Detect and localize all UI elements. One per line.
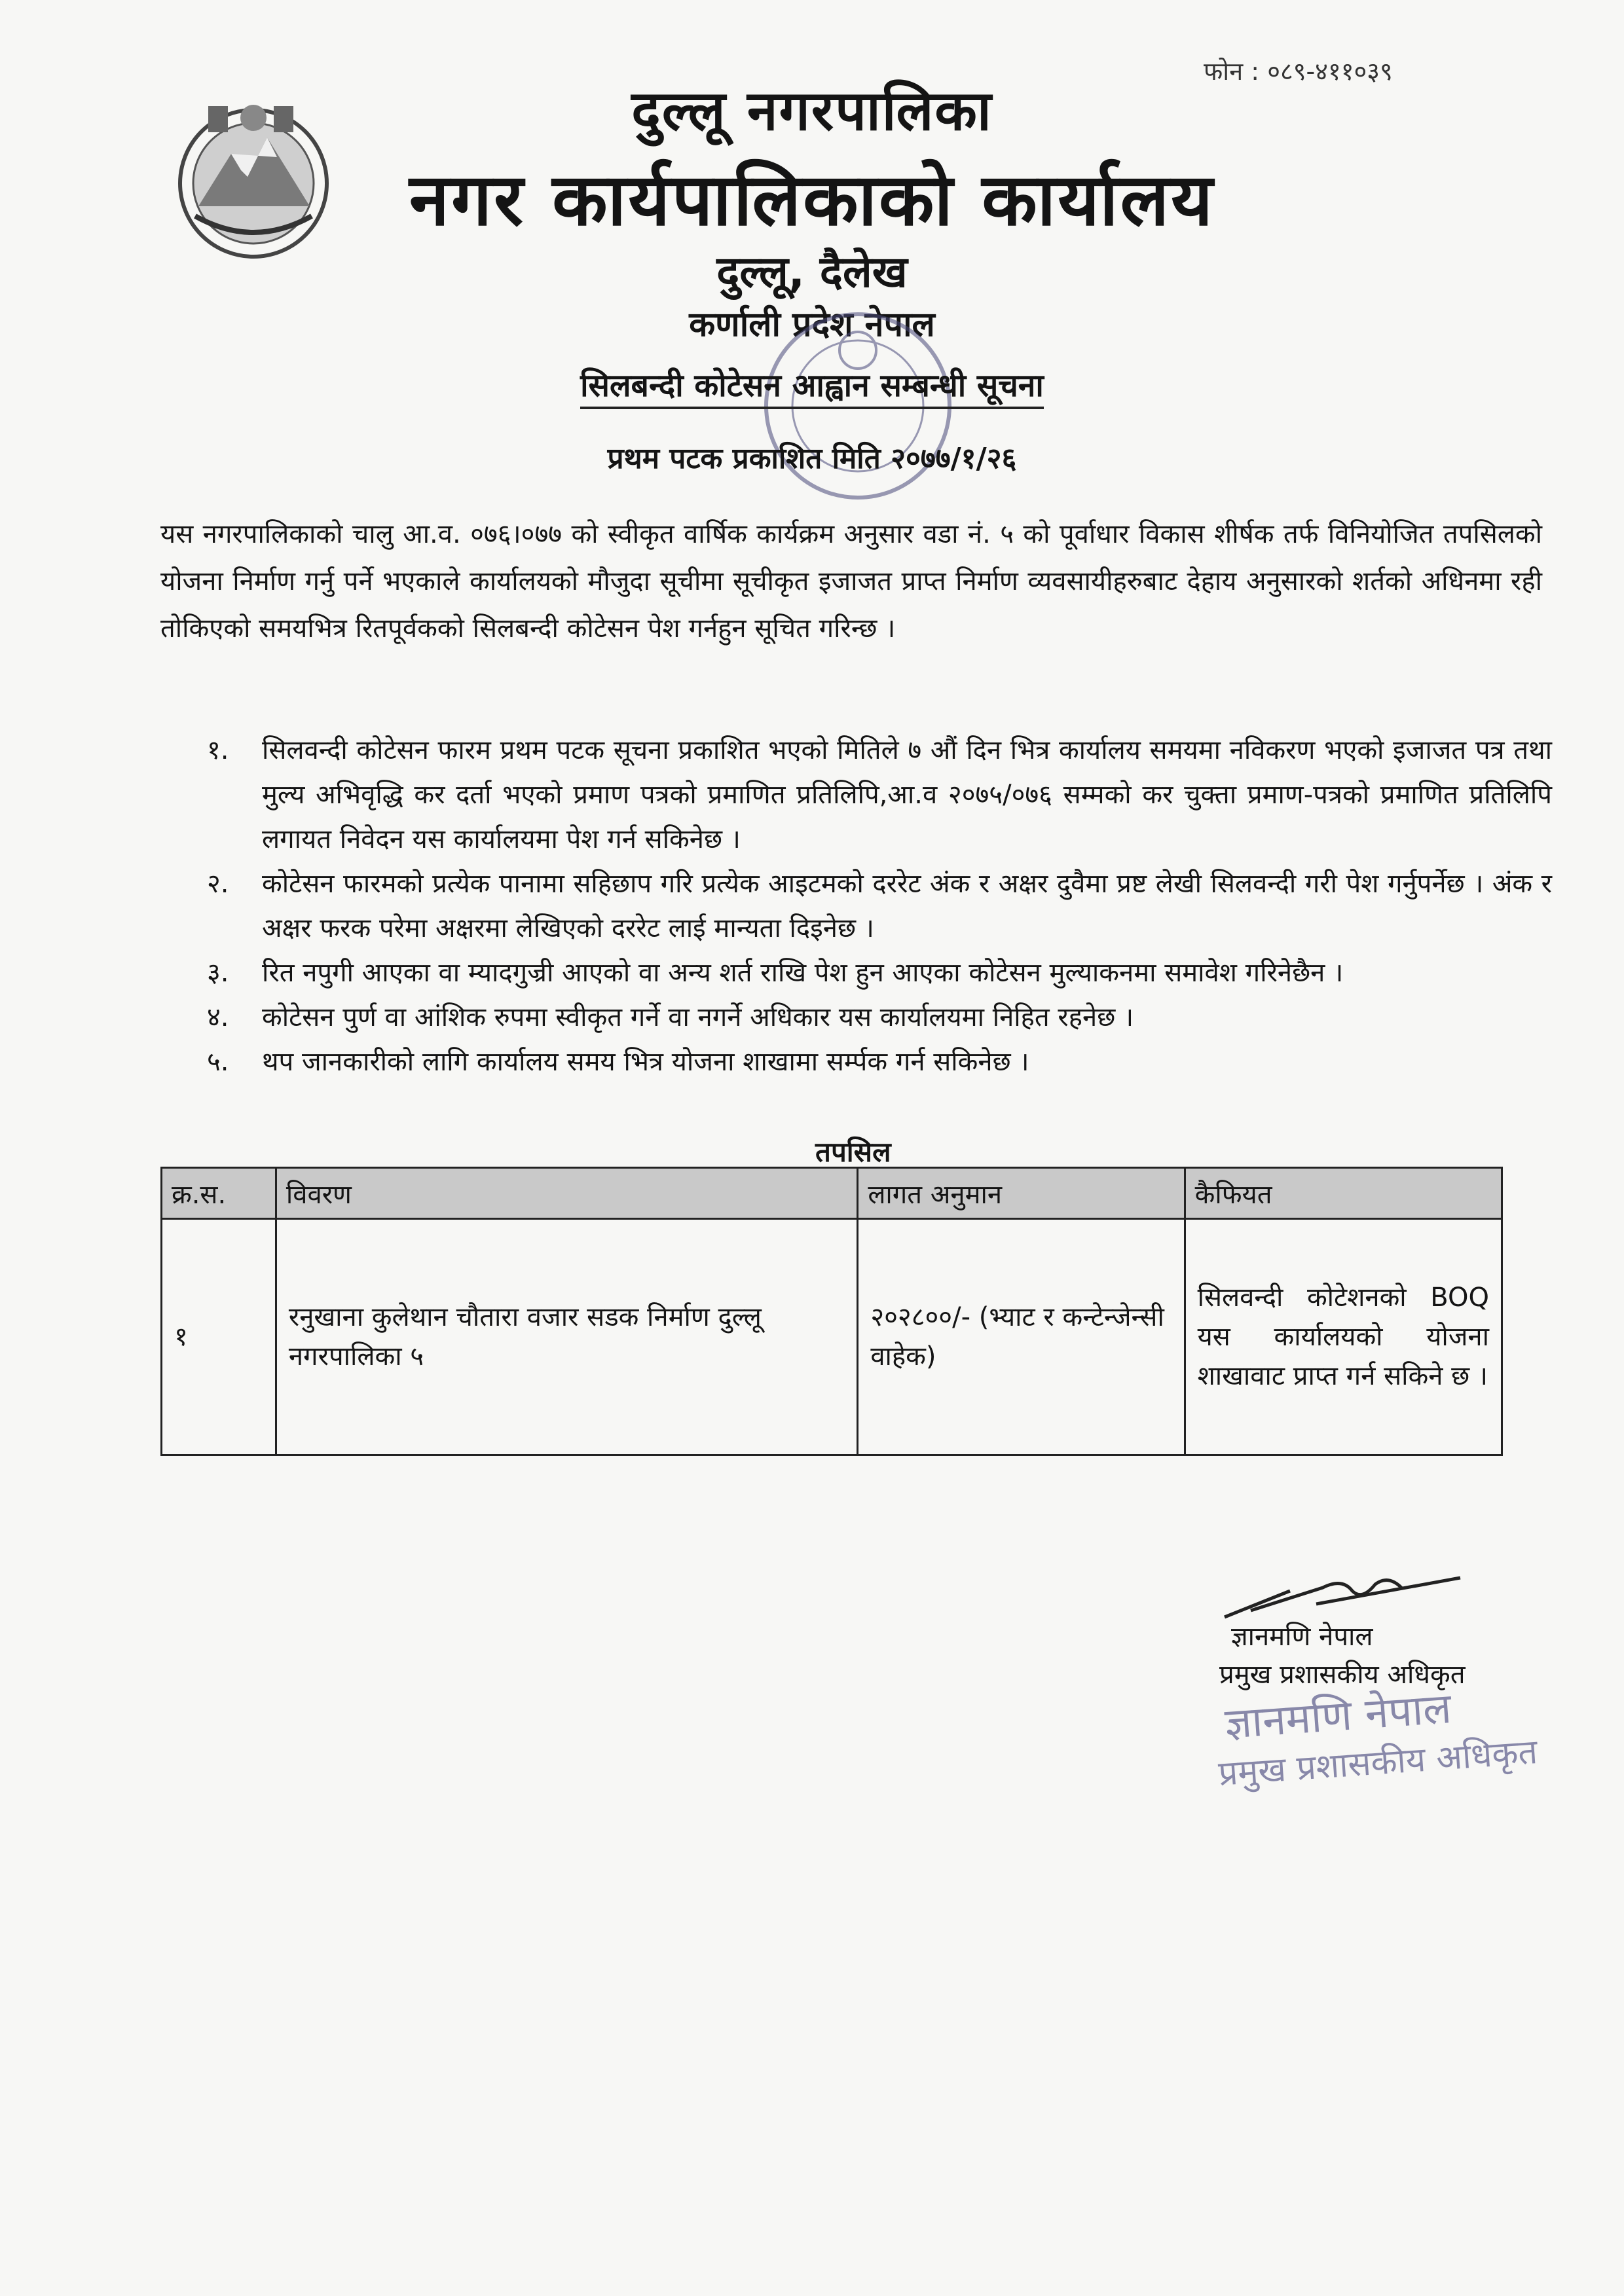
schedule-table <box>160 1167 1503 1456</box>
condition-text: कोटेसन पुर्ण वा आंशिक रुपमा स्वीकृत गर्ने वा नगर्ने अधिकार यस कार्यालयमा निहित रहनेछ । <box>262 1002 1134 1032</box>
condition-text: रित नपुगी आएका वा म्यादगुज्री आएको वा अन्य शर्त राखि पेश हुन आएका कोटेसन मुल्याकनमा समावेश गरिनेछैन । <box>262 958 1344 988</box>
condition-number: २. <box>207 869 229 899</box>
phone-number: फोन : ०८९-४११०३९ <box>1204 57 1393 86</box>
cell-serial: १ <box>162 1219 276 1455</box>
signature-stamp-name: ज्ञानमणि नेपाल <box>1223 1684 1453 1749</box>
condition-item <box>207 1040 1552 1084</box>
column-header-estimate: लागत अनुमान <box>858 1168 1185 1219</box>
office-name: नगर कार्यपालिकाको कार्यालय <box>409 158 1215 242</box>
table-header-row <box>162 1168 1502 1219</box>
condition-text: थप जानकारीको लागि कार्यालय समय भित्र योजना शाखामा सर्म्पक गर्न सकिनेछ । <box>262 1047 1029 1077</box>
schedule-label: तपसिल <box>815 1136 891 1168</box>
table-row <box>162 1219 1502 1455</box>
cell-estimate: २०२८००/- (भ्याट र कन्टेन्जेन्सी वाहेक) <box>858 1219 1185 1455</box>
condition-text: कोटेसन फारमको प्रत्येक पानामा सहिछाप गरि प्रत्येक आइटमको दररेट अंक र अक्षर दुवैमा प्रष्ट लेखी सिलवन्दी गरी पेश गर्नुपर्नेछ । अंक र अक्षर फरक परेमा अक्षरमा लेखिएको दररेट लाई मान्यता दिइनेछ । <box>262 869 1552 943</box>
condition-number: ४. <box>207 1002 229 1032</box>
signatory-name: ज्ञानमणि नेपाल <box>1231 1622 1373 1652</box>
condition-item <box>207 728 1552 862</box>
cell-description: रनुखाना कुलेथान चौतारा वजार सडक निर्माण दुल्लू नगरपालिका ५ <box>276 1219 857 1455</box>
condition-text: सिलवन्दी कोटेसन फारम प्रथम पटक सूचना प्रकाशित भएको मितिले ७ औं दिन भित्र कार्यालय समयमा नविकरण भएको इजाजत पत्र तथा मुल्य अभिवृद्धि कर दर्ता भएको प्रमाण पत्रको प्रमाणित प्रतिलिपि,आ.व २०७५/०७६ सम्मको कर चुक्ता प्रमाण-पत्रको प्रमाणित प्रतिलिपि लगायत निवेदन यस कार्यालयमा पेश गर्न सकिनेछ । <box>262 735 1552 854</box>
condition-number: १. <box>207 735 229 765</box>
address-line-2: कर्णाली प्रदेश नेपाल <box>689 305 935 344</box>
column-header-description: विवरण <box>276 1168 857 1219</box>
municipality-name: दुल्लू नगरपालिका <box>631 79 993 143</box>
condition-item <box>207 862 1552 951</box>
cell-remarks: सिलवन्दी कोटेशनको BOQ यस कार्यालयको योजना शाखावाट प्राप्त गर्न सकिने छ । <box>1185 1219 1502 1455</box>
condition-number: ३. <box>207 958 229 988</box>
condition-number: ५. <box>207 1047 229 1077</box>
condition-item <box>207 951 1552 995</box>
condition-item <box>207 995 1552 1040</box>
column-header-serial: क्र.स. <box>162 1168 276 1219</box>
notice-subject: सिलबन्दी कोटेसन आह्वान सम्बन्धी सूचना <box>580 367 1044 409</box>
signature-stamp-title: प्रमुख प्रशासकीय अधिकृत <box>1217 1732 1539 1794</box>
address-line-1: दुल्लू, दैलेख <box>716 247 908 297</box>
signatory-title: प्रमुख प्रशासकीय अधिकृत <box>1219 1660 1466 1690</box>
intro-paragraph: यस नगरपालिकाको चालु आ.व. ०७६।०७७ को स्वीकृत वार्षिक कार्यक्रम अनुसार वडा नं. ५ को पूर्वाधार विकास शीर्षक तर्फ विनियोजित तपसिलको योजना निर्माण गर्नु पर्ने भएकाले कार्यालयको मौजुदा सूचीमा सूचीकृत इजाजत प्राप्त निर्माण व्यवसायीहरुबाट देहाय अनुसारको शर्तको अधिनमा रही तोकिएको समयभित्र रितपूर्वकको सिलबन्दी कोटेसन पेश गर्नहुन सूचित गरिन्छ । <box>160 519 1542 644</box>
notice-subject-wrapper <box>0 363 1624 406</box>
publication-date: प्रथम पटक प्रकाशित मिति २०७७/१/२६ <box>607 442 1017 475</box>
column-header-remarks: कैफियत <box>1185 1168 1502 1219</box>
